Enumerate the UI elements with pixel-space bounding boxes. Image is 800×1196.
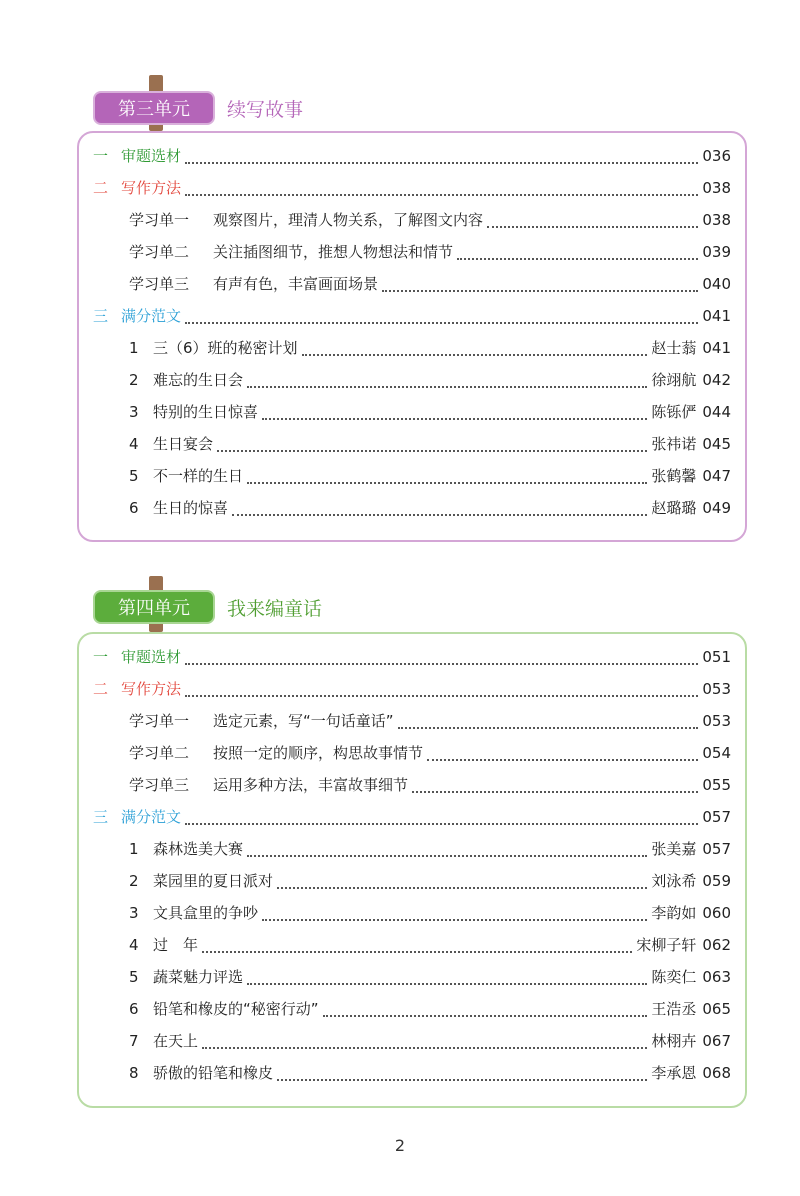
toc-subsection[interactable] [129,236,731,268]
article-author: 李韵如 [651,904,697,922]
toc-article[interactable] [129,993,731,1025]
page-ref: 038 [702,179,731,197]
section-number: 三 [93,808,109,826]
dot-leader [185,162,698,164]
section-label: 审题选材 [121,648,182,666]
toc-section[interactable] [93,801,731,833]
page-ref: 045 [702,435,731,453]
toc-article[interactable] [129,961,731,993]
worksheet-label: 学习单二 [129,744,190,762]
dot-leader [382,290,698,292]
article-title: 特别的生日惊喜 [153,403,259,421]
dot-leader [185,322,698,324]
page-ref: 068 [702,1064,731,1082]
worksheet-label: 学习单三 [129,776,190,794]
article-author: 林栩卉 [651,1032,697,1050]
article-number: 2 [129,371,139,389]
section-number: 一 [93,648,109,666]
dot-leader [217,450,647,452]
toc-subsection[interactable] [129,204,731,236]
dot-leader [412,791,698,793]
article-number: 5 [129,467,139,485]
toc-section[interactable] [93,300,731,332]
dot-leader [457,258,698,260]
section-label: 满分范文 [121,808,182,826]
toc-article[interactable] [129,897,731,929]
article-title: 铅笔和橡皮的“秘密行动” [153,1000,319,1018]
dot-leader [247,386,647,388]
dot-leader [277,1079,647,1081]
page-ref: 039 [702,243,731,261]
page-ref: 055 [702,776,731,794]
article-author: 李承恩 [651,1064,697,1082]
dot-leader [185,194,698,196]
page-ref: 038 [702,211,731,229]
page-ref: 042 [702,371,731,389]
dot-leader [247,482,647,484]
section-number: 三 [93,307,109,325]
article-number: 1 [129,339,139,357]
page-ref: 057 [702,840,731,858]
subsection-title: 运用多种方法，丰富故事细节 [213,776,409,794]
subsection-title: 有声有色，丰富画面场景 [213,275,379,293]
toc-article[interactable] [129,492,731,524]
page-ref: 057 [702,808,731,826]
article-author: 刘泳希 [651,872,697,890]
section-label: 审题选材 [121,147,182,165]
page-ref: 036 [702,147,731,165]
dot-leader [185,823,698,825]
worksheet-label: 学习单一 [129,712,190,730]
page-ref: 060 [702,904,731,922]
dot-leader [185,663,698,665]
dot-leader [262,418,647,420]
toc-article[interactable] [129,865,731,897]
article-author: 赵璐璐 [651,499,697,517]
dot-leader [262,919,647,921]
page-ref: 051 [702,648,731,666]
article-number: 8 [129,1064,139,1082]
unit-title: 我来编童话 [227,598,323,620]
dot-leader [232,514,647,516]
page-ref: 041 [702,307,731,325]
unit-tag: 第四单元 [93,590,215,624]
article-author: 张美嘉 [651,840,697,858]
worksheet-label: 学习单三 [129,275,190,293]
page-number: 2 [394,1136,406,1155]
page-ref: 067 [702,1032,731,1050]
article-number: 2 [129,872,139,890]
unit-title: 续写故事 [227,99,304,121]
worksheet-label: 学习单一 [129,211,190,229]
toc-article[interactable] [129,929,731,961]
dot-leader [398,727,699,729]
toc-section[interactable] [93,172,731,204]
article-title: 森林选美大赛 [153,840,244,858]
article-title: 菜园里的夏日派对 [153,872,274,890]
article-title: 过 年 [153,936,199,954]
toc-section[interactable] [93,673,731,705]
section-number: 二 [93,179,109,197]
article-title: 生日的惊喜 [153,499,229,517]
subsection-title: 关注插图细节，推想人物想法和情节 [213,243,454,261]
page-ref: 062 [702,936,731,954]
unit-4 [77,576,747,1111]
article-number: 6 [129,499,139,517]
article-number: 1 [129,840,139,858]
toc-article[interactable] [129,460,731,492]
article-number: 4 [129,435,139,453]
dot-leader [247,983,647,985]
page-ref: 047 [702,467,731,485]
article-author: 徐翊航 [651,371,697,389]
page-ref: 065 [702,1000,731,1018]
article-title: 难忘的生日会 [153,371,244,389]
dot-leader [202,1047,647,1049]
article-number: 3 [129,904,139,922]
article-title: 在天上 [153,1032,199,1050]
dot-leader [185,695,698,697]
section-label: 写作方法 [121,680,182,698]
dot-leader [487,226,698,228]
unit-3 [77,75,747,545]
toc-subsection[interactable] [129,705,731,737]
worksheet-label: 学习单二 [129,243,190,261]
section-label: 满分范文 [121,307,182,325]
toc-article[interactable] [129,364,731,396]
subsection-title: 按照一定的顺序，构思故事情节 [213,744,424,762]
page-ref: 049 [702,499,731,517]
toc-subsection[interactable] [129,737,731,769]
toc-article[interactable] [129,833,731,865]
article-author: 宋柳子轩 [636,936,697,954]
toc-article[interactable] [129,396,731,428]
toc-subsection[interactable] [129,769,731,801]
article-author: 陈铄俨 [651,403,697,421]
page-ref: 044 [702,403,731,421]
subsection-title: 观察图片，理清人物关系，了解图文内容 [213,211,484,229]
toc-section[interactable] [93,641,731,673]
dot-leader [247,855,647,857]
article-author: 陈奕仁 [651,968,697,986]
article-title: 生日宴会 [153,435,214,453]
dot-leader [277,887,647,889]
article-number: 3 [129,403,139,421]
dot-leader [323,1015,648,1017]
article-number: 6 [129,1000,139,1018]
toc-article[interactable] [129,1057,731,1089]
article-number: 4 [129,936,139,954]
page-ref: 063 [702,968,731,986]
page-ref: 059 [702,872,731,890]
article-number: 7 [129,1032,139,1050]
subsection-title: 选定元素，写“一句话童话” [213,712,394,730]
page-ref: 053 [702,680,731,698]
unit-toc-box [77,131,747,542]
section-label: 写作方法 [121,179,182,197]
unit-toc-box [77,632,747,1108]
section-number: 一 [93,147,109,165]
article-title: 蔬菜魅力评选 [153,968,244,986]
article-number: 5 [129,968,139,986]
page-ref: 053 [702,712,731,730]
dot-leader [302,354,648,356]
toc-article[interactable] [129,1025,731,1057]
page-ref: 054 [702,744,731,762]
toc-article[interactable] [129,428,731,460]
article-author: 赵士蓊 [651,339,697,357]
dot-leader [202,951,632,953]
page-ref: 040 [702,275,731,293]
article-title: 文具盒里的争吵 [153,904,259,922]
toc-subsection[interactable] [129,268,731,300]
unit-tag: 第三单元 [93,91,215,125]
article-title: 三（6）班的秘密计划 [153,339,298,357]
toc-section[interactable] [93,140,731,172]
article-title: 不一样的生日 [153,467,244,485]
article-author: 王浩丞 [651,1000,697,1018]
page-ref: 041 [702,339,731,357]
article-author: 张祎诺 [651,435,697,453]
article-author: 张鹤馨 [651,467,697,485]
toc-article[interactable] [129,332,731,364]
article-title: 骄傲的铅笔和橡皮 [153,1064,274,1082]
section-number: 二 [93,680,109,698]
dot-leader [427,759,698,761]
